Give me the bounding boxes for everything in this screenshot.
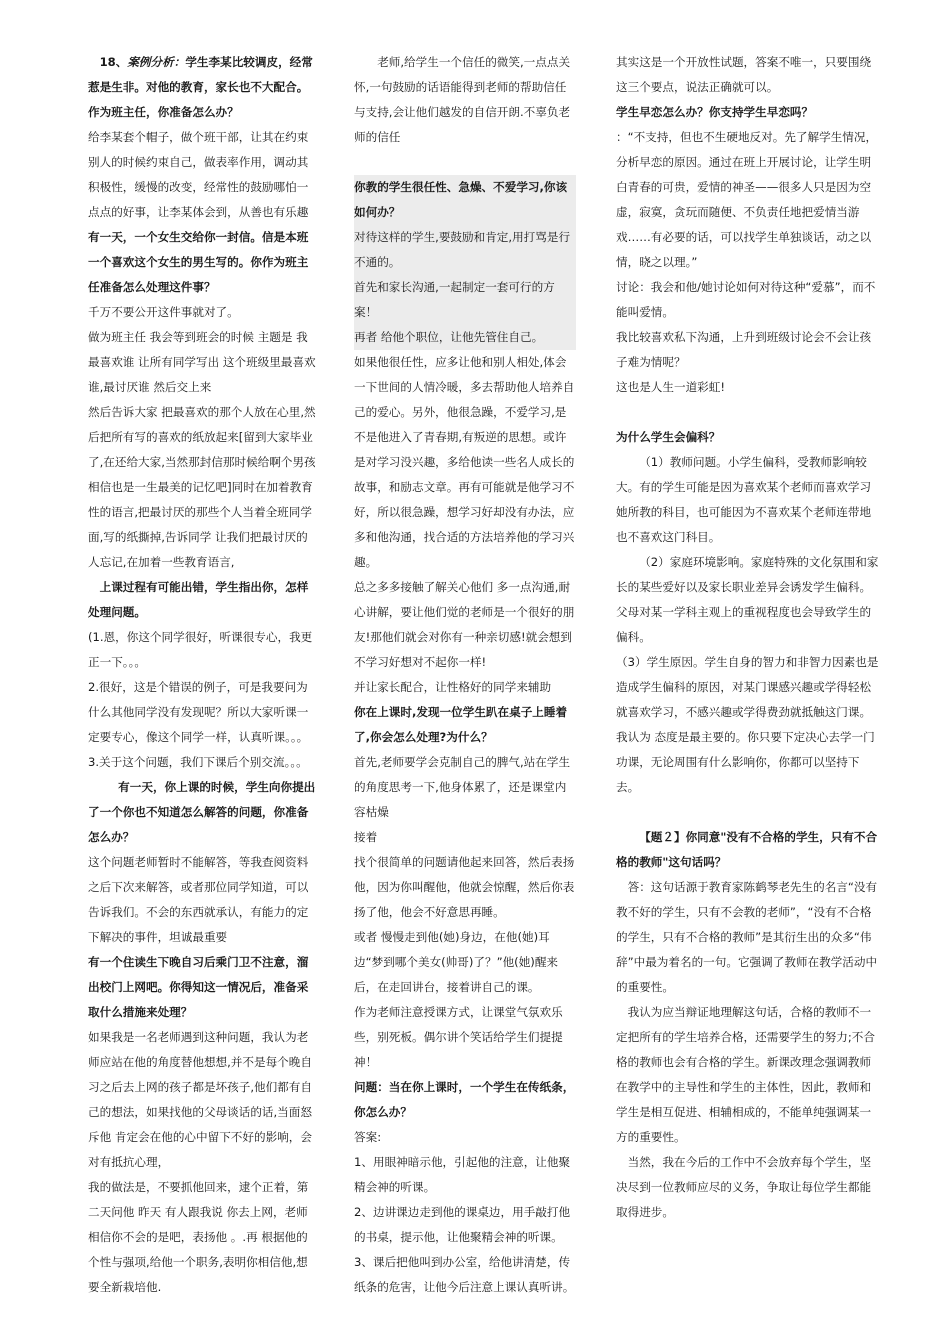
answer-paragraph: 2、边讲课边走到他的课桌边，用手敲打他的书桌，提示他，让他聚精会神的听课。 <box>354 1205 571 1244</box>
answer-paragraph: 总之多多接触了解关心他们 多一点沟通,耐心讲解，要让他们觉的老师是一个很好的朋友!那他们就会对你有一种亲切感!就会想到不学习好想对不起你一样! <box>354 580 575 669</box>
question-heading: 问题：当在你上课时，一个学生在传纸条，你怎么办？ <box>354 1080 575 1119</box>
answer-paragraph: 首先,老师要学会克制自己的脾气,站在学生的角度思考一下,他身体累了，还是课堂内容枯燥 <box>354 755 571 819</box>
spacer <box>616 800 880 825</box>
column-middle <box>354 50 576 1300</box>
answer-paragraph: 我比较喜欢私下沟通，上升到班级讨论会不会让孩子难为情呢？ <box>616 330 872 369</box>
answer-paragraph: 给李某套个帽子，做个班干部，让其在约束别人的时候约束自己，做表率作用，调动其积极性，缓慢的改变，经常性的鼓励哪怕一点点的好事，让李某体会到，从善也有乐趣 <box>88 130 309 219</box>
answer-paragraph: 再者 给他个职位，让他先管住自己。 <box>354 330 544 344</box>
answer-paragraph: 我认为应当辩证地理解这句话，合格的教师不一定把所有的学生培养合格，还需要学生的努力;不合格的教师也会有合格的学生。新课改理念强调教师在教学中的主导性和学生的主体性，因此，教师和学生是相互促进、相辅相成的，不能单纯强调某一方的重要性。 <box>616 1005 875 1144</box>
question-heading: 【题２】你同意"没有不合格的学生，只有不合格的教师"这句话吗？ <box>616 830 878 869</box>
answer-paragraph: 如果我是一名老师遇到这种问题，我认为老师应站在他的角度替他想想,并不是每个晚自习之后去上网的孩子都是坏孩子,他们都有自己的想法，如果找他的父母谈话的话,当面怒斥他 肯定会在他的心中留下不好的影响，会对有抵抗心理， <box>88 1030 312 1169</box>
answer-paragraph: 并让家长配合，让性格好的同学来辅助 <box>354 680 552 694</box>
answer-label: 答案: <box>354 1130 382 1144</box>
question-heading: 有一个住读生下晚自习后乘门卫不注意，溜出校门上网吧。你得知这一情况后，准备采取什么措施来处理？ <box>88 955 309 1019</box>
column-left <box>88 50 318 1300</box>
answer-paragraph: 接着 <box>354 830 378 844</box>
answer-paragraph: 3.关于这个问题，我们下课后个别交流。。。 <box>88 755 308 769</box>
answer-paragraph: 然后告诉大家 把最喜欢的那个人放在心里,然后把所有写的喜欢的纸放起来[留到大家毕业了,在还给大家,当然那封信那时候给啊个男孩相信也是一生最美的记忆吧]同时在加着教育性的语言,把最讨厌的那些个人当着全班同学面,写的纸撕掉,告诉同学 让我们把最讨厌的人忘记,在加着一些教育语言, <box>88 405 316 569</box>
answer-paragraph: 1、用眼神暗示他，引起他的注意，让他聚精会神的听课。 <box>354 1155 571 1194</box>
answer-paragraph: 作为老师注意授课方式，让课堂气氛欢乐些，别死板。偶尔讲个笑话给学生们提提神！ <box>354 1005 563 1069</box>
question-heading: 有一天，你上课的时候，学生向你提出了一个你也不知道怎么解答的问题，你准备怎么办？ <box>88 780 316 844</box>
answer-paragraph: 首先和家长沟通,一起制定一套可行的方案！ <box>354 280 555 319</box>
answer-paragraph: 做为班主任 我会等到班会的时候 主题是 我最喜欢谁 让所有同学写出 这个班级里最喜欢谁,最讨厌谁 然后交上来 <box>88 330 316 394</box>
answer-paragraph: 老师,给学生一个信任的微笑,一点点关怀,一句鼓励的话语能得到老师的帮助信任与支持,会让他们越发的自信开朗.不辜负老师的信任 <box>354 55 571 144</box>
answer-paragraph: 或者 慢慢走到他(她)身边，在他(她)耳边“梦到哪个美女(帅哥)了？”他(她)醒来后，在走回讲台，接着讲自己的课。 <box>354 930 559 994</box>
answer-paragraph: 我认为 态度是最主要的。你只要下定决心去学一门功课，无论周围有什么影响你，你都可以坚持下去。 <box>616 730 875 794</box>
answer-paragraph: 其实这是一个开放性试题，答案不唯一，只要围绕这三个要点，说法正确就可以。 <box>616 55 872 94</box>
case-analysis-label: 案例分析： <box>127 55 186 69</box>
answer-paragraph: ：“不支持，但也不生硬地反对。先了解学生情况，分析早恋的原因。通过在班上开展讨论，让学生明白青春的可贵，爱情的神圣——很多人只是因为空虚，寂寞，贪玩而随便、不负责任地把爱情当游戏……有必要的话，可以找学生单独谈话，动之以情，晓之以理。” <box>616 130 878 269</box>
spacer <box>354 150 576 175</box>
question-heading: 你教的学生很任性、急燥、不爱学习,你该如何办？ <box>354 180 568 219</box>
question-18 <box>88 50 318 125</box>
answer-paragraph: (1.恩，你这个同学很好，听课很专心，我更正一下。。。 <box>88 630 313 669</box>
answer-paragraph: 答：这句话源于教育家陈鹤琴老先生的名言“没有教不好的学生，只有不会教的老师”，“没有不合格的学生，只有不合格的教师”是其衍生出的众多“伟辞”中最为着名的一句。它强调了教师在教学活动中的重要性。 <box>616 880 878 994</box>
answer-paragraph: 我的做法是，不要抓他回来，逮个正着，第二天问他 昨天 有人跟我说 你去上网，老师相信你不会的是吧，表扬他 。.再 根据他的个性与强项,给他一个职务,表明你相信他,想要全新栽培他. <box>88 1180 309 1294</box>
answer-paragraph: （3）学生原因。学生自身的智力和非智力因素也是造成学生偏科的原因，对某门课感兴趣或学得轻松就喜欢学习，不感兴趣或学得费劲就抵触这门课。 <box>616 655 879 719</box>
answer-paragraph: （2）家庭环境影响。家庭特殊的文化氛围和家长的某些爱好以及家长职业差异会诱发学生偏科。父母对某一学科主观上的重视程度也会导致学生的偏科。 <box>616 555 879 644</box>
answer-paragraph: 如果他很任性，应多让他和别人相处,体会一下世间的人情冷暖，多去帮助他人培养自己的爱心。另外，他很急躁，不爱学习,是不是他进入了青春期,有叛逆的思想。或许是对学习没兴趣，多给他读一些名人成长的故事，和励志文章。再有可能就是他学习不好，所以很急躁，想学习好却没有办法，应多和他沟通，找合适的方法培养他的学习兴趣。 <box>354 355 575 569</box>
answer-paragraph: 这也是人生一道彩虹! <box>616 380 725 394</box>
answer-paragraph: （1）教师问题。小学生偏科，受教师影响较大。有的学生可能是因为喜欢某个老师而喜欢学习她所教的科目，也可能因为不喜欢某个老师连带地也不喜欢这门科目。 <box>616 455 872 544</box>
column-right <box>616 50 880 1225</box>
answer-paragraph: 对待这样的学生,要鼓励和肯定,用打骂是行不通的。 <box>354 230 571 269</box>
answer-paragraph: 千万不要公开这件事就对了。 <box>88 305 239 319</box>
spacer <box>616 400 880 425</box>
answer-paragraph: 当然，我在今后的工作中不会放弃每个学生，坚决尽到一位教师应尽的义务，争取让每位学生都能取得进步。 <box>616 1155 872 1219</box>
answer-paragraph: 这个问题老师暂时不能解答，等我查阅资料之后下次来解答，或者那位同学知道，可以告诉我们。不会的东西就承认，有能力的定下解决的事件，坦诚最重要 <box>88 855 309 944</box>
answer-paragraph: 3、课后把他叫到办公室，给他讲清楚，传纸条的危害，让他今后注意上课认真听讲。 <box>354 1255 575 1294</box>
question-heading: 上课过程有可能出错，学生指出你，怎样处理问题。 <box>88 580 309 619</box>
highlighted-block <box>354 175 576 350</box>
question-heading: 学生早恋怎么办？你支持学生早恋吗？ <box>616 105 814 119</box>
question-heading: 你在上课时,发现一位学生趴在桌子上睡着了,你会怎么处理?为什么？ <box>354 705 568 744</box>
question-heading: 为什么学生会偏科？ <box>616 430 721 444</box>
question-heading: 有一天，一个女生交给你一封信。信是本班一个喜欢这个女生的男生写的。你作为班主任准备怎么处理这件事？ <box>88 230 309 294</box>
question-text: 学生李某比较调皮，经常惹是生非。对他的教育，家长也不大配合。作为班主任，你准备怎么办？ <box>88 55 313 119</box>
answer-paragraph: 找个很简单的问题请他起来回答，然后表扬他，因为你叫醒他，他就会惊醒，然后你表扬了他，他会不好意思再睡。 <box>354 855 575 919</box>
answer-paragraph: 2.很好，这是个错误的例子，可是我要问为什么其他同学没有发现呢？所以大家听课一定要专心，像这个同学一样，认真听课。。。 <box>88 680 309 744</box>
answer-paragraph: 讨论：我会和他/她讨论如何对待这种“爱慕”，而不能叫爱情。 <box>616 280 876 319</box>
question-number: 18、 <box>99 55 128 69</box>
